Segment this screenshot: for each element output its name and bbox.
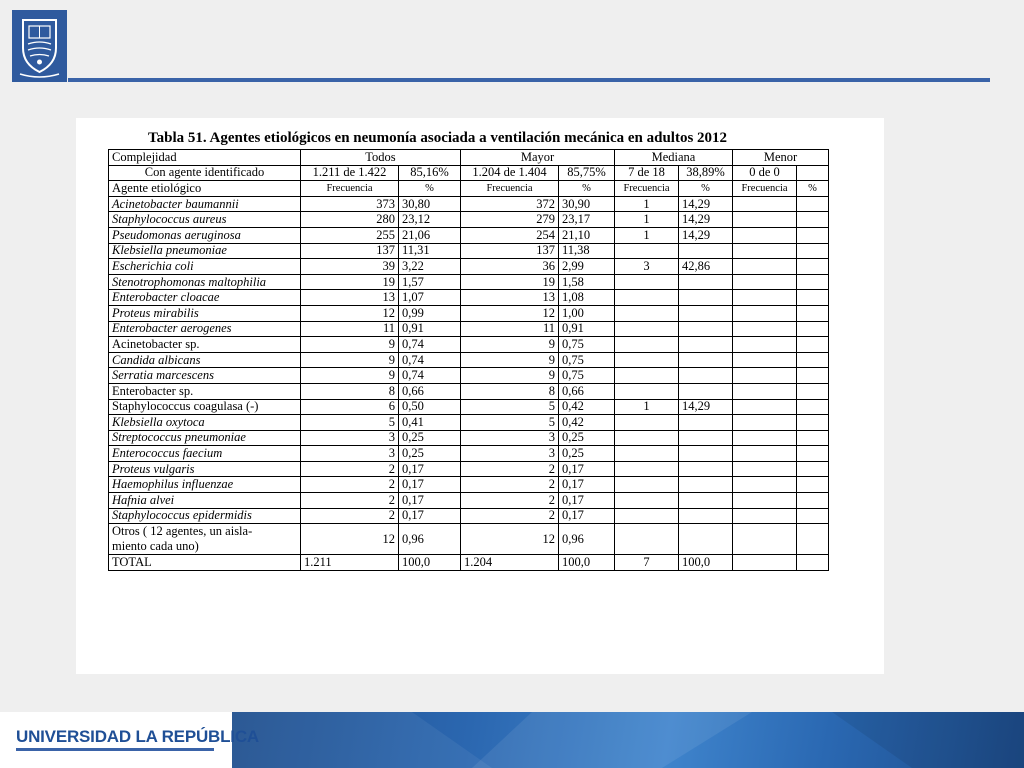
value-cell [733, 196, 797, 212]
value-cell [733, 415, 797, 431]
value-cell [797, 461, 829, 477]
value-cell: 0,42 [559, 415, 615, 431]
table-row [109, 227, 829, 243]
table-row [109, 399, 829, 415]
value-cell: 0,17 [399, 508, 461, 524]
value-cell [615, 383, 679, 399]
value-cell: 39 [301, 259, 399, 275]
value-cell [615, 493, 679, 509]
value-cell [615, 461, 679, 477]
value-cell [679, 337, 733, 353]
table-row [109, 430, 829, 446]
value-cell [733, 337, 797, 353]
value-cell: 1,08 [559, 290, 615, 306]
header-rule [68, 78, 990, 82]
header-cell: % [559, 181, 615, 197]
table-row [109, 477, 829, 493]
value-cell [733, 352, 797, 368]
table-row [109, 305, 829, 321]
value-cell [797, 477, 829, 493]
value-cell [615, 415, 679, 431]
value-cell: 100,0 [679, 555, 733, 571]
value-cell [615, 290, 679, 306]
value-cell: 3 [615, 259, 679, 275]
value-cell [797, 399, 829, 415]
value-cell: 12 [301, 524, 399, 555]
value-cell: 1 [615, 196, 679, 212]
value-cell: 280 [301, 212, 399, 228]
agent-cell: Serratia marcescens [109, 368, 301, 384]
header-cell: Complejidad [109, 150, 301, 166]
value-cell [679, 415, 733, 431]
agent-cell: Stenotrophomonas maltophilia [109, 274, 301, 290]
agent-cell: Enterococcus faecium [109, 446, 301, 462]
value-cell [733, 321, 797, 337]
value-cell: 2 [301, 493, 399, 509]
value-cell: 373 [301, 196, 399, 212]
value-cell: 14,29 [679, 227, 733, 243]
value-cell [797, 368, 829, 384]
header-cell: 85,16% [399, 165, 461, 181]
agent-cell: Staphylococcus coagulasa (-) [109, 399, 301, 415]
table-row [109, 383, 829, 399]
value-cell: 0,17 [559, 493, 615, 509]
agent-cell: Proteus mirabilis [109, 305, 301, 321]
value-cell: 5 [301, 415, 399, 431]
table-row [109, 212, 829, 228]
value-cell: 9 [461, 337, 559, 353]
value-cell: 0,17 [559, 508, 615, 524]
value-cell: 1 [615, 227, 679, 243]
value-cell: 21,10 [559, 227, 615, 243]
value-cell [679, 524, 733, 555]
value-cell [615, 321, 679, 337]
header-cell: Con agente identificado [109, 165, 301, 181]
value-cell [615, 337, 679, 353]
value-cell: 9 [461, 352, 559, 368]
value-cell [733, 399, 797, 415]
header-cell: % [797, 181, 829, 197]
value-cell [733, 368, 797, 384]
value-cell [733, 477, 797, 493]
header-cell: 1.211 de 1.422 [301, 165, 399, 181]
agent-cell: Candida albicans [109, 352, 301, 368]
agent-cell: Haemophilus influenzae [109, 477, 301, 493]
value-cell: 8 [461, 383, 559, 399]
value-cell: 255 [301, 227, 399, 243]
value-cell [733, 555, 797, 571]
value-cell [615, 524, 679, 555]
value-cell: 0,17 [399, 461, 461, 477]
table-row [109, 290, 829, 306]
value-cell: 0,41 [399, 415, 461, 431]
value-cell: 137 [301, 243, 399, 259]
table-row [109, 368, 829, 384]
agent-cell: Escherichia coli [109, 259, 301, 275]
value-cell [733, 227, 797, 243]
agent-cell: Enterobacter sp. [109, 383, 301, 399]
table-row [109, 259, 829, 275]
value-cell: 0,17 [559, 477, 615, 493]
header-row-complejidad [109, 150, 829, 166]
value-cell: 0,25 [559, 430, 615, 446]
agents-table [108, 149, 829, 571]
header-cell: 38,89% [679, 165, 733, 181]
agent-cell: Acinetobacter baumannii [109, 196, 301, 212]
value-cell [679, 383, 733, 399]
value-cell [615, 305, 679, 321]
agent-cell: Streptococcus pneumoniae [109, 430, 301, 446]
header-cell: 0 de 0 [733, 165, 797, 181]
value-cell: 14,29 [679, 196, 733, 212]
header-cell: Mediana [615, 150, 733, 166]
value-cell: 11 [461, 321, 559, 337]
value-cell: 0,75 [559, 368, 615, 384]
value-cell: 1,58 [559, 274, 615, 290]
value-cell: 7 [615, 555, 679, 571]
value-cell [615, 508, 679, 524]
value-cell [733, 383, 797, 399]
value-cell [733, 243, 797, 259]
value-cell [615, 430, 679, 446]
header-cell: % [399, 181, 461, 197]
value-cell: 0,25 [399, 446, 461, 462]
value-cell [797, 243, 829, 259]
agent-cell: Klebsiella oxytoca [109, 415, 301, 431]
value-cell [679, 430, 733, 446]
value-cell: 0,91 [399, 321, 461, 337]
value-cell: 2 [461, 461, 559, 477]
agent-cell: Enterobacter aerogenes [109, 321, 301, 337]
value-cell: 3 [461, 446, 559, 462]
value-cell [733, 446, 797, 462]
value-cell: 2 [301, 477, 399, 493]
value-cell [797, 352, 829, 368]
value-cell: 0,17 [399, 493, 461, 509]
agent-cell: Enterobacter cloacae [109, 290, 301, 306]
value-cell [615, 446, 679, 462]
value-cell: 6 [301, 399, 399, 415]
value-cell [679, 446, 733, 462]
value-cell: 9 [301, 337, 399, 353]
value-cell: 3,22 [399, 259, 461, 275]
value-cell: 0,25 [399, 430, 461, 446]
value-cell [797, 259, 829, 275]
value-cell: 21,06 [399, 227, 461, 243]
value-cell: 14,29 [679, 399, 733, 415]
value-cell [733, 493, 797, 509]
value-cell [797, 524, 829, 555]
value-cell: 0,91 [559, 321, 615, 337]
value-cell [797, 493, 829, 509]
table-row-otros [109, 524, 829, 555]
value-cell [797, 305, 829, 321]
value-cell [679, 477, 733, 493]
value-cell [797, 446, 829, 462]
value-cell: 2 [461, 508, 559, 524]
value-cell [615, 274, 679, 290]
table-row [109, 243, 829, 259]
header-cell: Frecuencia [301, 181, 399, 197]
value-cell: 9 [301, 368, 399, 384]
table-row [109, 461, 829, 477]
value-cell: 0,25 [559, 446, 615, 462]
value-cell: 30,80 [399, 196, 461, 212]
agent-cell: Staphylococcus epidermidis [109, 508, 301, 524]
value-cell [615, 368, 679, 384]
value-cell [679, 461, 733, 477]
header-cell: Todos [301, 150, 461, 166]
value-cell: 12 [461, 524, 559, 555]
agent-cell: Staphylococcus aureus [109, 212, 301, 228]
value-cell [615, 352, 679, 368]
value-cell: 3 [461, 430, 559, 446]
value-cell: 23,12 [399, 212, 461, 228]
value-cell: 19 [461, 274, 559, 290]
value-cell [733, 259, 797, 275]
value-cell: 0,75 [559, 337, 615, 353]
otros-line-2: miento cada uno) [112, 539, 199, 554]
value-cell: 1.211 [301, 555, 399, 571]
table-row [109, 274, 829, 290]
value-cell: 100,0 [559, 555, 615, 571]
header-cell [797, 165, 829, 181]
header-cell: Menor [733, 150, 829, 166]
table-title: Tabla 51. Agentes etiológicos en neumonía asociada a ventilación mecánica en adultos 2012 [148, 130, 728, 146]
value-cell: 9 [301, 352, 399, 368]
value-cell [679, 274, 733, 290]
value-cell: 3 [301, 430, 399, 446]
value-cell [733, 290, 797, 306]
total-label: TOTAL [109, 555, 301, 571]
value-cell [797, 321, 829, 337]
header-cell: 7 de 18 [615, 165, 679, 181]
value-cell [679, 290, 733, 306]
table-row [109, 196, 829, 212]
header-row-columns [109, 181, 829, 197]
value-cell [733, 508, 797, 524]
value-cell [679, 368, 733, 384]
value-cell: 0,17 [559, 461, 615, 477]
header-cell: % [679, 181, 733, 197]
value-cell: 0,50 [399, 399, 461, 415]
value-cell: 0,66 [399, 383, 461, 399]
value-cell: 2,99 [559, 259, 615, 275]
value-cell: 12 [461, 305, 559, 321]
value-cell [733, 430, 797, 446]
value-cell: 0,66 [559, 383, 615, 399]
value-cell: 0,75 [559, 352, 615, 368]
value-cell [797, 415, 829, 431]
value-cell [797, 383, 829, 399]
value-cell: 0,74 [399, 352, 461, 368]
header-cell: Frecuencia [733, 181, 797, 197]
value-cell: 42,86 [679, 259, 733, 275]
value-cell: 5 [461, 399, 559, 415]
table-row [109, 508, 829, 524]
value-cell: 30,90 [559, 196, 615, 212]
university-brand: UNIVERSIDAD LA REPÚBLICA [16, 727, 259, 746]
value-cell: 372 [461, 196, 559, 212]
header-cell: Frecuencia [615, 181, 679, 197]
value-cell: 19 [301, 274, 399, 290]
value-cell [797, 337, 829, 353]
value-cell [797, 430, 829, 446]
table-row [109, 493, 829, 509]
value-cell: 2 [461, 493, 559, 509]
otros-line-1: Otros ( 12 agentes, un aisla- [112, 524, 253, 539]
value-cell: 1 [615, 399, 679, 415]
value-cell: 11,31 [399, 243, 461, 259]
footer-band [232, 712, 1024, 768]
value-cell: 0,96 [399, 524, 461, 555]
agent-cell: Proteus vulgaris [109, 461, 301, 477]
value-cell: 1 [615, 212, 679, 228]
value-cell: 254 [461, 227, 559, 243]
value-cell: 14,29 [679, 212, 733, 228]
value-cell: 1,07 [399, 290, 461, 306]
header-cell: Frecuencia [461, 181, 559, 197]
value-cell: 0,99 [399, 305, 461, 321]
value-cell [679, 321, 733, 337]
value-cell: 0,74 [399, 368, 461, 384]
agent-cell: Klebsiella pneumoniae [109, 243, 301, 259]
value-cell [679, 508, 733, 524]
header-cell: Agente etiológico [109, 181, 301, 197]
value-cell [679, 305, 733, 321]
value-cell [733, 212, 797, 228]
header-cell: 85,75% [559, 165, 615, 181]
value-cell [679, 493, 733, 509]
agent-cell: Pseudomonas aeruginosa [109, 227, 301, 243]
table-row [109, 446, 829, 462]
table-row [109, 415, 829, 431]
table-row [109, 321, 829, 337]
value-cell: 279 [461, 212, 559, 228]
value-cell: 1.204 [461, 555, 559, 571]
value-cell: 11,38 [559, 243, 615, 259]
value-cell: 0,96 [559, 524, 615, 555]
table-row [109, 337, 829, 353]
value-cell [733, 461, 797, 477]
header-cell: Mayor [461, 150, 615, 166]
value-cell [615, 243, 679, 259]
value-cell [797, 508, 829, 524]
value-cell [733, 524, 797, 555]
agent-cell: Hafnia alvei [109, 493, 301, 509]
value-cell [733, 274, 797, 290]
value-cell: 137 [461, 243, 559, 259]
agent-cell: Acinetobacter sp. [109, 337, 301, 353]
value-cell [797, 227, 829, 243]
value-cell [679, 243, 733, 259]
university-crest-icon [12, 10, 67, 82]
agent-cell [109, 524, 301, 555]
value-cell: 13 [301, 290, 399, 306]
value-cell [797, 196, 829, 212]
value-cell [797, 274, 829, 290]
value-cell: 100,0 [399, 555, 461, 571]
value-cell: 3 [301, 446, 399, 462]
value-cell: 0,42 [559, 399, 615, 415]
value-cell: 23,17 [559, 212, 615, 228]
value-cell: 2 [301, 508, 399, 524]
value-cell [797, 290, 829, 306]
table-row [109, 352, 829, 368]
header-row-agente-identificado [109, 165, 829, 181]
table-row-total [109, 555, 829, 571]
value-cell: 8 [301, 383, 399, 399]
value-cell: 0,74 [399, 337, 461, 353]
value-cell [679, 352, 733, 368]
value-cell [797, 555, 829, 571]
value-cell: 1,00 [559, 305, 615, 321]
value-cell: 1,57 [399, 274, 461, 290]
value-cell: 0,17 [399, 477, 461, 493]
value-cell [733, 305, 797, 321]
value-cell: 2 [461, 477, 559, 493]
value-cell: 36 [461, 259, 559, 275]
value-cell: 13 [461, 290, 559, 306]
brand-underline [16, 748, 214, 751]
header-cell: 1.204 de 1.404 [461, 165, 559, 181]
value-cell: 2 [301, 461, 399, 477]
value-cell: 12 [301, 305, 399, 321]
value-cell [615, 477, 679, 493]
value-cell: 5 [461, 415, 559, 431]
value-cell: 9 [461, 368, 559, 384]
value-cell: 11 [301, 321, 399, 337]
value-cell [797, 212, 829, 228]
